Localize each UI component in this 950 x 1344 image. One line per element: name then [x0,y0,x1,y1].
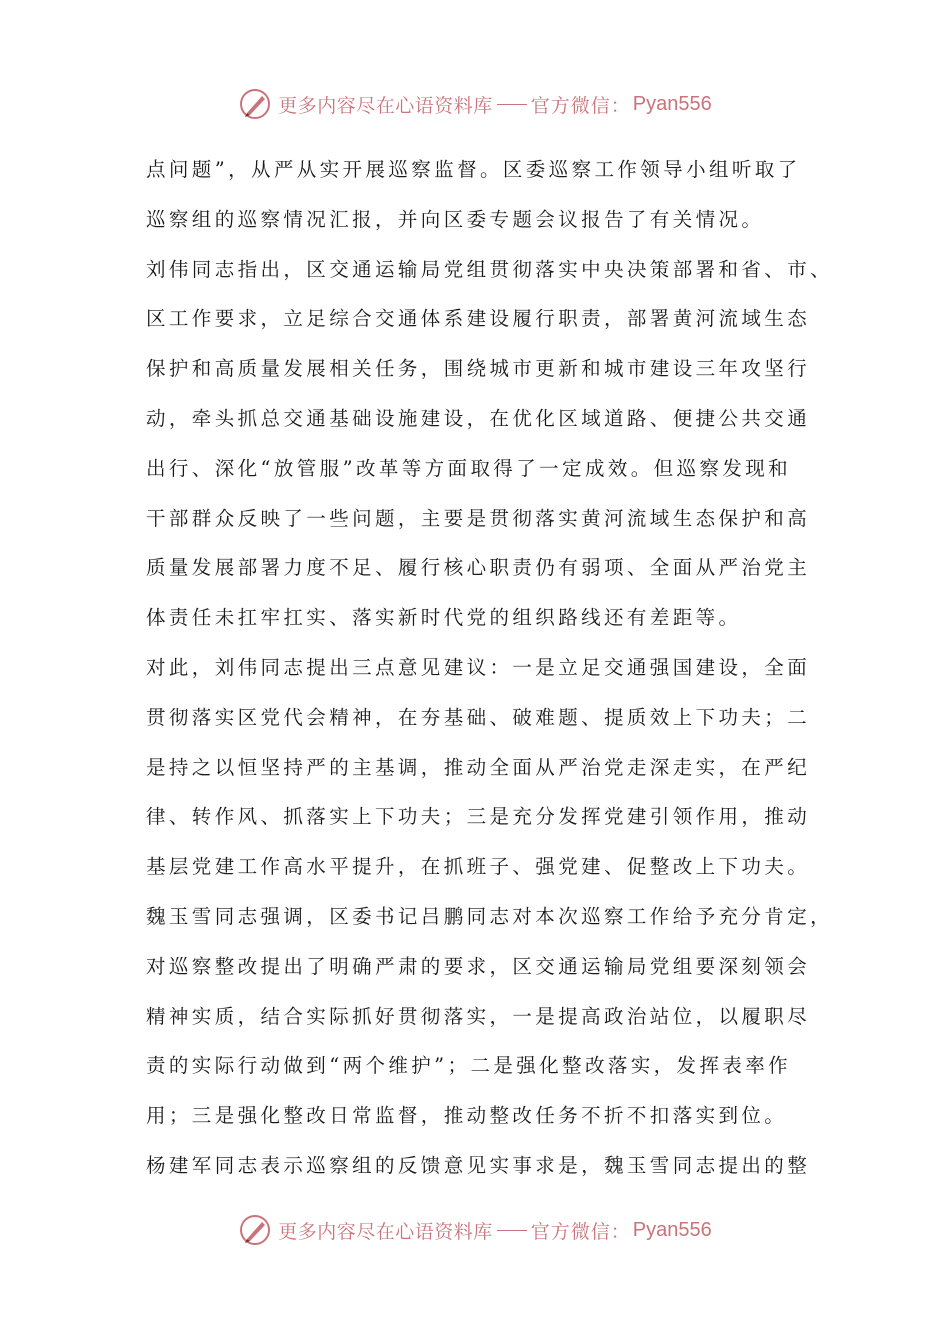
banner-wechat-id: Pyan556 [632,1218,712,1241]
header-banner [0,84,950,124]
body-line: 动，牵头抓总交通基础设施建设，在优化区域道路、便捷公共交通 [146,406,811,430]
body-line: 体责任未扛牢扛实、落实新时代党的组织路线还有差距等。 [146,606,742,630]
document-body [146,145,834,1191]
body-line: 出行、深化“放管服”改革等方面取得了一定成效。但巡察发现和 [146,456,792,480]
body-line: 用；三是强化整改日常监督，推动整改任务不折不扣落实到位。 [146,1104,788,1128]
body-line: 保护和高质量发展相关任务，围绕城市更新和城市建设三年攻坚行 [146,357,811,381]
body-line: 区工作要求，立足综合交通体系建设履行职责，部署黄河流域生态 [146,307,811,331]
pen-logo-icon [238,1213,272,1247]
footer-banner [0,1210,950,1250]
banner-title: 更多内容尽在心语资料库 [278,94,493,117]
banner-separator [497,104,527,105]
body-line: 干部群众反映了一些问题，主要是贯彻落实黄河流域生态保护和高 [146,506,811,530]
body-line: 精神实质，结合实际抓好贯彻落实，一是提高政治站位，以履职尽 [146,1004,811,1028]
body-line: 对此，刘伟同志提出三点意见建议：一是立足交通强国建设，全面 [146,655,811,679]
pen-logo-icon [238,87,272,121]
body-line: 质量发展部署力度不足、履行核心职责仍有弱项、全面从严治党主 [146,556,811,580]
body-line: 魏玉雪同志强调，区委书记吕鹏同志对本次巡察工作给予充分肯定， [146,904,834,928]
body-line: 对巡察整改提出了明确严肃的要求，区交通运输局党组要深刻领会 [146,954,811,978]
banner-wechat-id: Pyan556 [632,92,712,115]
body-line: 责的实际行动做到“两个维护”；二是强化整改落实，发挥表率作 [146,1054,792,1078]
body-line: 刘伟同志指出，区交通运输局党组贯彻落实中央决策部署和省、市、 [146,257,834,281]
body-line: 贯彻落实区党代会精神，在夯基础、破难题、提质效上下功夫；二 [146,705,811,729]
body-line: 点问题”，从严从实开展巡察监督。区委巡察工作领导小组听取了 [146,158,801,181]
body-line: 律、转作风、抓落实上下功夫；三是充分发挥党建引领作用，推动 [146,805,811,829]
body-line: 基层党建工作高水平提升，在抓班子、强党建、促整改上下功夫。 [146,855,811,879]
body-line: 巡察组的巡察情况汇报，并向区委专题会议报告了有关情况。 [146,207,765,231]
banner-separator [497,1230,527,1231]
banner-official-label: 官方微信： [530,1220,631,1243]
body-line: 是持之以恒坚持严的主基调，推动全面从严治党走深走实，在严纪 [146,755,811,779]
banner-official-label: 官方微信： [530,94,631,117]
body-line: 杨建军同志表示巡察组的反馈意见实事求是，魏玉雪同志提出的整 [146,1153,811,1177]
banner-title: 更多内容尽在心语资料库 [278,1220,493,1243]
